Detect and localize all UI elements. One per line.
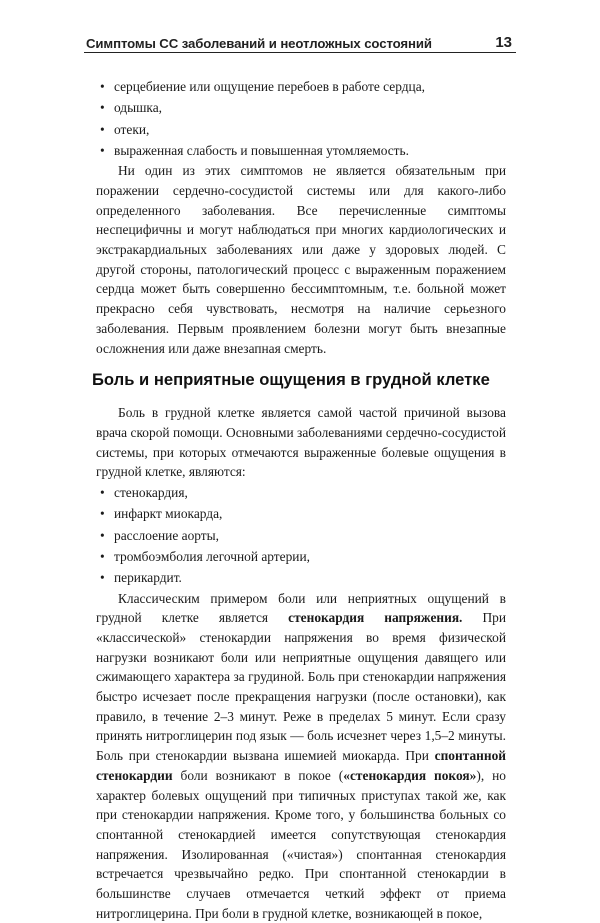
list-item: • тромбоэмболия легочной артерии, bbox=[96, 546, 506, 567]
section-heading: Боль и неприятные ощущения в грудной клетке bbox=[92, 370, 490, 390]
running-header bbox=[84, 30, 516, 53]
chapter-title: Симптомы СС заболеваний и неотложных состояний bbox=[86, 36, 432, 51]
term-rest-angina: «стенокардия покоя» bbox=[343, 767, 477, 783]
term-spontaneous-angina: спонтанной стенокардии bbox=[96, 748, 506, 783]
term-exertional-angina: стенокардия напряжения. bbox=[288, 610, 463, 626]
list-item: • расслоение аорты, bbox=[96, 525, 506, 546]
bullet-icon: • bbox=[100, 548, 105, 564]
symptoms-list bbox=[96, 76, 506, 161]
bullet-icon: • bbox=[100, 100, 105, 116]
bullet-icon: • bbox=[100, 506, 105, 522]
bullet-icon: • bbox=[100, 121, 105, 137]
list-item: • стенокардия, bbox=[96, 482, 506, 503]
diseases-list bbox=[96, 482, 506, 588]
list-item: • перикардит. bbox=[96, 567, 506, 588]
list-item: • отеки, bbox=[96, 119, 506, 140]
list-item: • серцебиение или ощущение перебоев в работе сердца, bbox=[96, 76, 506, 97]
paragraph-angina: Классическим примером боли или неприятных ощущений в грудной клетке является стенокардия напряжения. При «классической» стенокардии напряжения во время физической нагрузки возникают боли или неприятные ощущения давящего или сжимающего характера за грудиной. Боль при стенокардии напряжения быстро исчезает после прекращения нагрузки (после остановки), как правило, в течение 2–3 минут. Реже в пределах 5 минут. Если сразу принять нитроглицерин под язык — боль исчезнет через 1,5–2 минуты. Боль при стенокардии вызвана ишемией миокарда. При спонтанной стенокардии боли возникают в покое («стенокардия покоя»), но характер болевых ощущений при типичных приступах такой же, как при стенокардии напряжения. Кроме того, у большинства больных со спонтанной стенокардией имеется сопутствующая стенокардия напряжения. Изолированная («чистая») спонтанная стенокардия встречается чрезвычайно редко. При спонтанной стенокардии в большинстве случаев отмечается четкий эффект от приема нитроглицерина. При боли в грудной клетке, возникающей в покое, bbox=[96, 590, 506, 921]
bullet-icon: • bbox=[100, 79, 105, 94]
paragraph-chest-pain-intro: Боль в грудной клетке является самой частой причиной вызова врача скорой помощи. Основными заболеваниями сердечно-сосудистой системы, при которых отмечаются выраженные болевые ощущения в грудной клетке, являются: bbox=[96, 405, 506, 480]
bullet-icon: • bbox=[100, 142, 105, 158]
page-body bbox=[92, 62, 506, 923]
list-item: • одышка, bbox=[96, 97, 506, 118]
paragraph-nonspecific-symptoms: Ни один из этих симптомов не является обязательным при поражении сердечно-сосудистой системы или для какого-либо определенного заболевания. Все перечисленные симптомы неспецифичны и могут наблюдаться при многих кардиологических и экстракардиальных заболеваниях или даже у здоровых людей. С другой стороны, патологический процесс с выраженным поражением сердца может быть совершенно бессимптомным, т.е. больной может прекрасно себя чувствовать, несмотря на наличие серьезного заболевания. Первым проявлением болезни могут быть внезапные осложнения или даже внезапная смерть. bbox=[96, 163, 506, 356]
bullet-icon: • bbox=[100, 570, 105, 586]
bullet-icon: • bbox=[100, 527, 105, 543]
bullet-icon: • bbox=[100, 485, 105, 501]
list-item: • инфаркт миокарда, bbox=[96, 503, 506, 524]
page-number: 13 bbox=[495, 34, 512, 51]
list-item: • выраженная слабость и повышенная утомляемость. bbox=[96, 140, 506, 161]
